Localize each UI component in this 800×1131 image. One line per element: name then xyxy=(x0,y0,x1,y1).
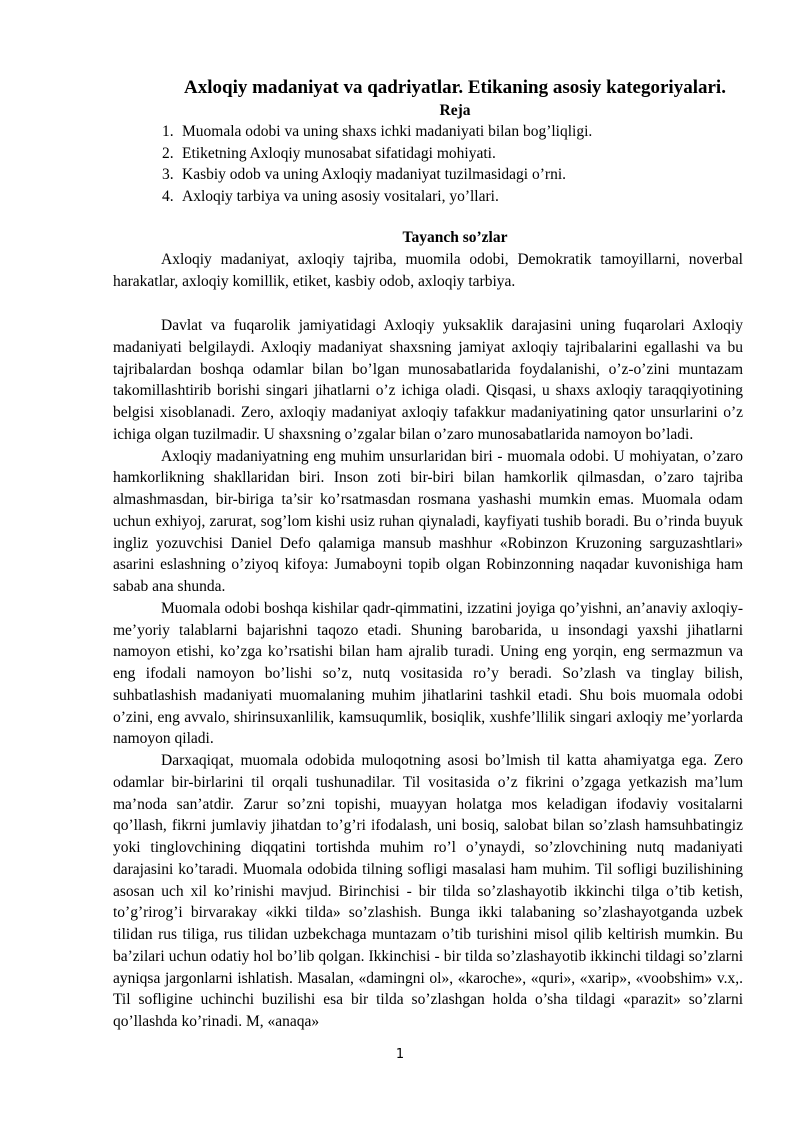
plan-item-number: 1. xyxy=(162,123,174,140)
plan-item-number: 3. xyxy=(162,166,174,183)
plan-item-text: Muomala odobi va uning shaxs ichki madaniyati bilan bog’liqligi. xyxy=(182,123,593,140)
plan-heading: Reja xyxy=(439,102,471,119)
keywords-paragraph: Axloqiy madaniyat, axloqiy tajriba, muomila odobi, Demokratik tamoyillarni, noverbal harakatlar, axloqiy komillik, etiket, kasbiy odob, axloqiy tarbiya. xyxy=(113,251,743,290)
plan-item-text: Kasbiy odob va uning Axloqiy madaniyat tuzilmasidagi o’rni. xyxy=(182,166,566,183)
page-number: 1 xyxy=(395,1047,405,1062)
plan-item xyxy=(0,164,800,186)
body-paragraph: Muomala odobi boshqa kishilar qadr-qimmatini, izzatini joyiga qo’yishni, an’anaviy axloqiy-me’yoriy talablarni bajarishni taqozo etadi. Shuning barobarida, u insondagi yaxshi jihatlarni namoyon etishi, ko’zga ko’rsatishi bilan ham ajralib turadi. Uning eng yorqin, eng sermazmun va eng ifodali namoyon bo’lishi so’z, nutq vositasida ro’y beradi. So’zlash va tinglay bilish, suhbatlashish madaniyati muomalaning muhim jihatlarini tashkil etadi. Shu bois muomala odobi o’zini, eng avvalo, shirinsuxanlilik, kamsuqumlik, bosiqlik, xushfe’llilik singari axloqiy me’yorlarda namoyon qiladi. xyxy=(113,599,743,748)
plan-item xyxy=(0,143,800,165)
plan-item xyxy=(0,186,800,208)
keywords-section xyxy=(113,249,743,293)
plan-item xyxy=(0,121,800,143)
keywords-heading: Tayanch so’zlar xyxy=(402,229,508,246)
main-text xyxy=(113,315,743,1033)
body-paragraph: Davlat va fuqarolik jamiyatidagi Axloqiy yuksaklik darajasini uning fuqarolari Axloqiy madaniyati belgilaydi. Axloqiy madaniyat shaxsning jamiyat axloqiy tajribalarini egallashi va bu tajribalardan boshqa odamlar bilan bo’lgan munosabatlarida foydalanishi, o’z-o’zini muntazam takomillashtirib borishi singari jihatlarni o’z ichiga oladi. Qisqasi, u shaxs axloqiy taraqqiyotining belgisi xisoblanadi. Zero, axloqiy madaniyat axloqiy tafakkur madaniyatining qator unsurlarini o’z ichiga olgan tuzilmadir. U shaxsning o’zgalar bilan o’zaro munosabatlarida namoyon bo’ladi. xyxy=(113,317,743,443)
plan-item-number: 2. xyxy=(162,144,174,162)
body-paragraph: Axloqiy madaniyatning eng muhim unsurlaridan biri - muomala odobi. U mohiyatan, o’zaro hamkorlikning shakllaridan biri. Inson zoti bir-biri bilan hamkorlik qilmasdan, o’zaro tajriba almashmasdan, bir-biriga ta’sir ko’rsatmasdan rosmana yashashi mumkin emas. Muomala odam uchun exhiyoj, zarurat, sog’lom kishi usiz ruhan qiynaladi, kayfiyati tushib boradi. Bu o’rinda buyuk ingliz yozuvchisi Daniel Defo qalamiga mansub mashhur «Robinzon Kruzoning sarguzashtlari» asarini eslashning o’ziyoq kifoya: Jumaboyni topib olgan Robinzonning naqadar kuvonishiga ham sabab ana shunda. xyxy=(113,447,743,595)
page-title: Axloqiy madaniyat va qadriyatlar. Etikaning asosiy kategoriyalari. xyxy=(184,77,726,98)
plan-item-text: Axloqiy tarbiya va uning asosiy vositalari, yo’llari. xyxy=(182,187,499,205)
body-paragraph: Darxaqiqat, muomala odobida muloqotning asosi bo’lmish til katta ahamiyatga ega. Zero odamlar bir-birlarini til orqali tushunadilar. Til vositasida o’z fikrini o’zgaga yetkazish ma’lum ma’noda san’atdir. Zarur so’zni topishi, muayyan holatga mos keladigan ifodaviy vositalarni qo’llash, fikrni jumlaviy jihatdan to’g’ri ifodalash, uni bosiq, salobat bilan so’zlash hamsuhbatingiz yoki tinglovchining diqqatini tortishda muhim ro’l o’ynaydi, so’zlovchining nutq madaniyati darajasini ko’taradi. Muomala odobida tilning sofligi masalasi ham muhim. Til sofligi buzilishining asosan uch xil ko’rinishi mavjud. Birinchisi - bir tilda so’zlashayotib ikkinchi tilga o’tib ketish, to’g’rirog’i birvarakay «ikki tilda» so’zlashish. Bunga ikki talabaning so’zlashayotganda uzbek tilidan rus tiliga, rus tilidan uzbekchaga muntazam o’tib turishini misol qilib keltirish mumkin. Bu ba’zilari uchun odatiy hol bo’lib qolgan. Ikkinchisi - bir tilda so’zlashayotib ikkinchi tildagi so’zlarni ayniqsa jargonlarni ishlatish. Masalan, «damingni ol», «karoche», «quri», «xarip», «voobshim» v.x,. Til sofliginе uchinchi buzilishi esa bir tilda so’zlashgan holda o’sha tildagi «parazit» so’zlarni qo’llashda ko’rinadi. M, «anaqa» xyxy=(113,752,743,1030)
plan-list xyxy=(0,121,800,207)
plan-item-number: 4. xyxy=(162,187,174,205)
plan-item-text: Etiketning Axloqiy munosabat sifatidagi mohiyati. xyxy=(182,144,496,162)
